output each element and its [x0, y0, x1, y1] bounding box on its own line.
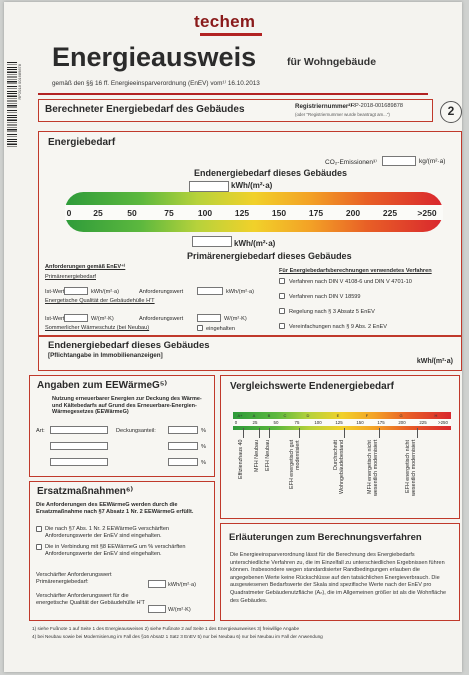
- comparison-tick: 200: [398, 420, 406, 425]
- ist-wert-2-unit: W/(m²·K): [91, 316, 114, 322]
- endenergie-sub-note: [Pflichtangabe in Immobilienanzeigen]: [48, 352, 163, 359]
- scale-tick: 100: [197, 208, 213, 218]
- vergleichswerte-title: Vergleichswerte Endenergiebedarf: [230, 381, 394, 392]
- eewaermeg-description: Nutzung erneuerbarer Energien zur Deckung des Wärme- und Kältebedarfs auf Grund des Erneuerbare-Energien-Wärmegesetzes (EEWärmeG): [52, 396, 202, 416]
- anforderungswert-2-field[interactable]: [197, 314, 221, 322]
- comparison-label: Effizienzhaus 40: [238, 440, 244, 480]
- barcode: [7, 62, 17, 147]
- primaerenergie-label: Primärenergiebedarf dieses Gebäudes: [187, 251, 352, 261]
- footnote-line-2: 4) bei Neubau sowie bei Modernisierung im Fall des §16 Absatz 1 Satz 3 EnEV 5) nur bei Neubau 6) nur bei Neubau im Fall der Anwendung: [32, 634, 323, 639]
- efficiency-class: G: [399, 413, 403, 418]
- enev-requirements-heading: Anforderungen gemäß EnEV⁴⁾: [45, 264, 126, 270]
- ersatz-field-2-unit: W/(m²·K): [168, 607, 191, 613]
- section-title: Berechneter Energiebedarf des Gebäudes: [45, 104, 245, 115]
- co2-field[interactable]: [382, 156, 416, 166]
- comparison-tick: 125: [335, 420, 343, 425]
- efficiency-class: A: [252, 413, 256, 418]
- ist-wert-label: Ist-Wert: [45, 289, 65, 295]
- ersatz-field-2-label: Verschärfter Anforderungswert für die energetische Qualität der Gebäudehülle H'T: [36, 593, 145, 606]
- barcode-number: RP2018 001689878: [17, 64, 22, 100]
- ersatz-option-2-checkbox[interactable]: [36, 544, 42, 550]
- ersatz-field-1[interactable]: [148, 580, 166, 588]
- efficiency-class: A+: [237, 413, 243, 418]
- ersatz-field-1-unit: kWh/(m²·a): [168, 582, 196, 588]
- erlaeuterungen-panel: [220, 523, 460, 621]
- page-number-badge: 2: [440, 101, 462, 123]
- comparison-tick: 25: [252, 420, 258, 425]
- section-header: [38, 99, 433, 122]
- registration-number: RP-2018-001689878: [351, 103, 403, 109]
- ist-wert-2-label: Ist-Wert: [45, 316, 65, 322]
- comparison-tick: >250: [438, 420, 448, 425]
- comparison-tick: 225: [419, 420, 427, 425]
- comparison-tick: 100: [314, 420, 322, 425]
- techem-logo: techem: [194, 12, 256, 31]
- ist-wert-field[interactable]: [64, 287, 88, 295]
- scale-tick: 175: [308, 208, 324, 218]
- scale-tick: 50: [127, 208, 137, 218]
- comparison-label: EFH Neubau: [265, 440, 271, 472]
- summer-protection-label: Sommerlicher Wärmeschutz (bei Neubau): [45, 325, 150, 331]
- comparison-marker: [299, 428, 300, 438]
- primaerenergie-sub: Primärenergiebedarf: [45, 274, 96, 280]
- deckung-field-2[interactable]: [168, 442, 198, 450]
- endenergie-unit: kWh/(m²·a): [231, 181, 273, 190]
- efficiency-class: H: [434, 413, 438, 418]
- comparison-marker: [243, 428, 244, 438]
- comparison-tick: 0: [234, 420, 238, 425]
- page-title-suffix: für Wohngebäude: [287, 56, 377, 68]
- art-field-2[interactable]: [50, 442, 108, 450]
- ersatzmassnahmen-title: Ersatzmaßnahmen⁶⁾: [37, 486, 133, 497]
- procedure-checkbox[interactable]: [279, 278, 285, 284]
- ersatz-field-2[interactable]: [148, 605, 166, 613]
- deckung-field-3[interactable]: [168, 458, 198, 466]
- scale-tick: 150: [271, 208, 287, 218]
- title-divider: [38, 93, 428, 95]
- scale-tick: 125: [234, 208, 250, 218]
- endenergie-sub-unit: kWh/(m²·a): [416, 358, 453, 365]
- efficiency-class: B: [267, 413, 271, 418]
- comparison-marker: [344, 428, 345, 438]
- endenergie-sub-title: Endenergiebedarf dieses Gebäudes: [48, 340, 210, 351]
- anforderungswert-2-label: Anforderungswert: [139, 316, 184, 322]
- erlaeuterungen-title: Erläuterungen zum Berechnungsverfahren: [229, 532, 422, 543]
- eingehalten-label: eingehalten: [206, 326, 235, 332]
- comparison-marker: [259, 428, 260, 438]
- endenergie-label: Endenergiebedarf dieses Gebäudes: [194, 168, 348, 178]
- primaerenergie-field[interactable]: [192, 236, 232, 247]
- comparison-tick: 75: [294, 420, 300, 425]
- primaerenergie-unit: kWh/(m²·a): [234, 239, 276, 248]
- comparison-tick: 175: [377, 420, 385, 425]
- endenergie-divider: [39, 335, 461, 337]
- deckung-label: Deckungsanteil:: [116, 428, 156, 434]
- procedure-option: Regelung nach § 3 Absatz 5 EnEV: [289, 309, 375, 315]
- scale-tick: 75: [164, 208, 174, 218]
- efficiency-class: C: [283, 413, 287, 418]
- logo-underline: [200, 33, 262, 36]
- percent-sign: %: [201, 444, 206, 450]
- energy-certificate-page: [4, 2, 462, 672]
- percent-sign: %: [201, 460, 206, 466]
- endenergie-field[interactable]: [189, 181, 229, 192]
- art-label: Art:: [36, 428, 45, 434]
- co2-unit: kg/(m²·a): [419, 158, 446, 165]
- ersatz-option-1: Die nach §7 Abs. 1 Nr. 2 EEWärmeG verschärften Anforderungswerte der EnEV sind eingehalten.: [45, 526, 170, 539]
- erlaeuterungen-text: Die Energieeinsparverordnung lässt für die Berechnung des Energiebedarfs unterschiedliche Verfahren zu, die im Einzelfall zu unterschiedlichen Ergebnissen führen können. Insbesondere wegen standardisierter Randbedingungen erlauben die angegebenen Werte keine Rückschlüsse auf den tatsächlichen Energieverbrauch. Die ausgewiesenen Bedarfswerte der Skala sind spezifische Werte nach der EnEV pro Quadratmeter Gebäudenutzfläche (Aₙ), die im Allgemeinen größer ist als die Wohnfläche des Gebäudes.: [230, 552, 447, 604]
- ersatz-option-2: Die in Verbindung mit §8 EEWärmeG um % verschärften Anforderungswerte der EnEV sind eingehalten.: [45, 544, 186, 557]
- efficiency-class: F: [365, 413, 369, 418]
- eewaermeg-panel: [29, 375, 215, 477]
- eingehalten-checkbox[interactable]: [197, 325, 203, 331]
- comparison-label: MFH energetisch nicht wesentlich modernisiert: [367, 440, 379, 497]
- page-subtitle: gemäß den §§ 16 ff. Energieeinsparverordnung (EnEV) vom¹⁾ 16.10.2013: [52, 80, 260, 87]
- procedure-checkbox[interactable]: [279, 323, 285, 329]
- comparison-tick: 50: [273, 420, 279, 425]
- art-field-1[interactable]: [50, 426, 108, 434]
- anforderungswert-field[interactable]: [197, 287, 223, 295]
- comparison-label: EFH energetisch gut modernisiert: [289, 440, 301, 490]
- comparison-marker: [417, 428, 418, 438]
- registration-note: (oder "Registriernummer wurde beantragt am..."): [295, 112, 390, 117]
- eewaermeg-title: Angaben zum EEWärmeG⁵⁾: [37, 380, 167, 391]
- art-field-3[interactable]: [50, 458, 108, 466]
- scale-tick: >250: [417, 208, 437, 218]
- procedure-checkbox[interactable]: [279, 293, 285, 299]
- comparison-label: MFH Neubau: [254, 440, 260, 473]
- anforderungswert-unit: kWh/(m²·a): [226, 289, 254, 295]
- procedure-heading: Für Energiebedarfsberechnungen verwendetes Verfahren: [279, 268, 432, 274]
- scale-tick: 200: [345, 208, 361, 218]
- comparison-tick: 150: [356, 420, 364, 425]
- ersatz-option-1-checkbox[interactable]: [36, 526, 42, 532]
- scale-tick: 0: [66, 208, 72, 218]
- deckung-field-1[interactable]: [168, 426, 198, 434]
- registration-label: Registriernummer²⁾: [295, 103, 352, 110]
- page-title: Energieausweis: [52, 42, 257, 72]
- footnote-line-1: 1) siehe Fußnote 1 auf Seite 1 des Energieausweises 2) siehe Fußnote 2 auf Seite 1 des Energieausweises 3) freiwillige Angabe: [32, 626, 300, 631]
- procedure-option: Vereinfachungen nach § 9 Abs. 2 EnEV: [289, 324, 387, 330]
- vergleichswerte-panel: [220, 375, 460, 519]
- ersatz-field-1-label: Verschärfter Anforderungswert Primärenergiebedarf:: [36, 572, 112, 585]
- energiebedarf-title: Energiebedarf: [48, 137, 116, 148]
- comparison-marker: [379, 428, 380, 438]
- comparison-label: EFH energetisch nicht wesentlich modernisiert: [405, 440, 417, 497]
- anforderungswert-label: Anforderungswert: [139, 289, 184, 295]
- ersatzmassnahmen-panel: [29, 481, 215, 621]
- efficiency-class: D: [306, 413, 310, 418]
- quality-heading: Energetische Qualität der Gebäudehülle H'T: [45, 298, 155, 304]
- percent-sign: %: [201, 428, 206, 434]
- anforderungswert-2-unit: W/(m²·K): [224, 316, 247, 322]
- energiebedarf-panel: [38, 131, 462, 371]
- co2-label: CO₂-Emissionen³⁾: [325, 159, 377, 166]
- comparison-marker: [269, 428, 270, 438]
- ersatz-intro: Die Anforderungen des EEWärmeG werden durch die Ersatzmaßnahme nach §7 Absatz 1 Nr. 2 EEWärmeG erfüllt.: [36, 502, 194, 515]
- ist-wert-2-field[interactable]: [64, 314, 88, 322]
- procedure-option: Verfahren nach DIN V 18599: [289, 294, 361, 300]
- procedure-option: Verfahren nach DIN V 4108-6 und DIN V 4701-10: [289, 279, 412, 285]
- ist-wert-unit: kWh/(m²·a): [91, 289, 119, 295]
- scale-tick: 25: [93, 208, 103, 218]
- procedure-checkbox[interactable]: [279, 308, 285, 314]
- scale-tick: 225: [382, 208, 398, 218]
- efficiency-class: E: [336, 413, 340, 418]
- comparison-label: Durchschnitt Wohngebäudebestand: [333, 440, 345, 495]
